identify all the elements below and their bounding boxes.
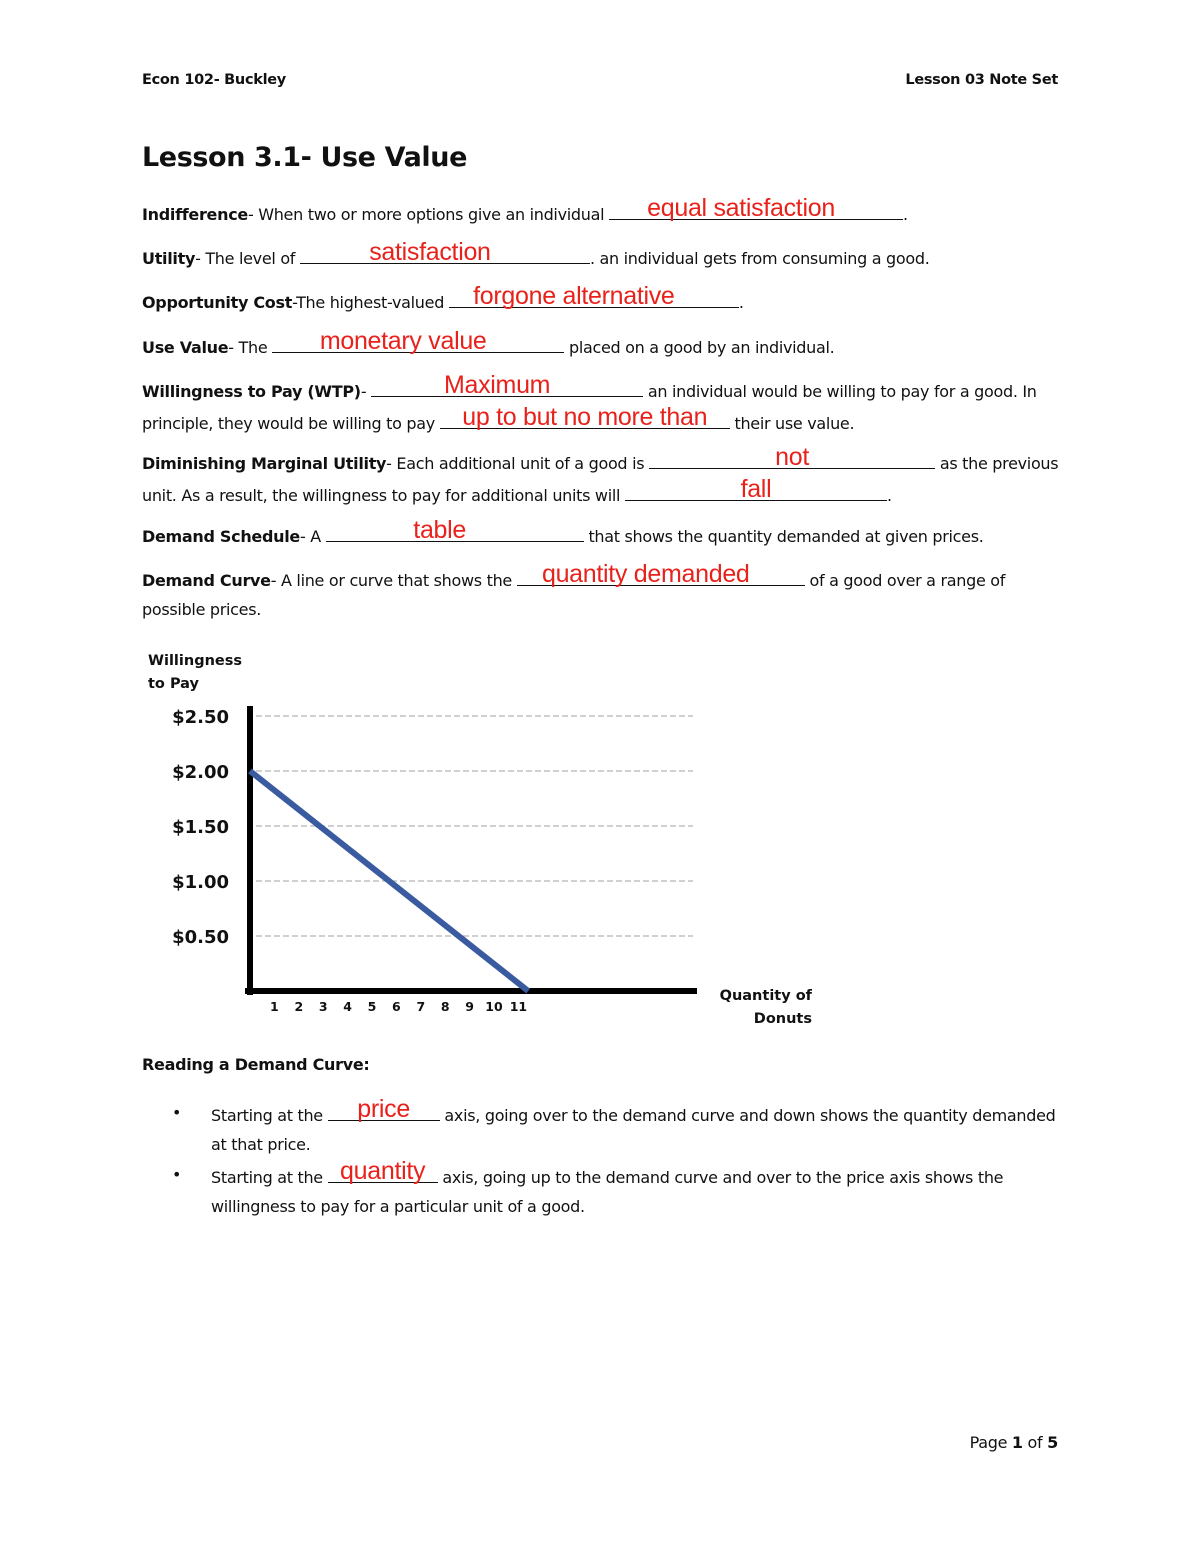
- x-tick-label: 4: [343, 999, 352, 1014]
- reading-bullet-list: [142, 1095, 1062, 1222]
- definition-use-value: [142, 327, 1062, 362]
- x-axis-label-line2: Donuts: [753, 1011, 812, 1027]
- answer-text: up to but no more than: [462, 403, 708, 431]
- answer-blank: [440, 403, 730, 431]
- term: Demand Curve: [142, 571, 271, 590]
- definition-text: - When two or more options give an individual: [247, 205, 610, 224]
- page-total: 5: [1047, 1433, 1058, 1452]
- definition-text: their use value.: [729, 414, 855, 433]
- definition-text: - The: [228, 338, 273, 357]
- definition-text: of a good over a range of possible prices.: [142, 571, 1006, 619]
- page-of: of: [1022, 1433, 1048, 1452]
- x-tick-label: 1: [270, 999, 279, 1014]
- answer-blank: [300, 238, 590, 266]
- definition-text: that shows the quantity demanded at given prices.: [583, 527, 984, 546]
- y-axis-label-line2: to Pay: [148, 676, 199, 692]
- definition-willingness-to-pay: [142, 371, 1062, 438]
- answer-blank: [328, 1157, 438, 1185]
- definition-text: . an individual gets from consuming a good.: [589, 249, 930, 268]
- definition-text: .: [886, 486, 892, 505]
- y-tick-label: $2.00: [172, 762, 229, 783]
- definition-text: placed on a good by an individual.: [564, 338, 835, 357]
- bullet-text: Starting at the: [211, 1106, 328, 1125]
- answer-blank: [609, 194, 903, 222]
- answer-blank: [649, 443, 935, 471]
- answer-blank: [625, 475, 887, 503]
- term: Utility: [142, 249, 196, 268]
- definition-diminishing-marginal-utility: [142, 443, 1062, 510]
- definition-text: .: [903, 205, 908, 224]
- answer-text: table: [413, 516, 467, 544]
- term: Demand Schedule: [142, 527, 300, 546]
- page-title: Lesson 3.1- Use Value: [142, 142, 468, 173]
- definition-text: - A: [299, 527, 326, 546]
- definition-text: as the previous unit. As a result, the willingness to pay for additional units will: [142, 454, 1059, 505]
- x-tick-label: 2: [294, 999, 304, 1014]
- bullet-text: Starting at the: [211, 1168, 328, 1187]
- answer-text: satisfaction: [369, 238, 491, 266]
- answer-text: fall: [740, 475, 772, 503]
- definition-text: - The level of: [195, 249, 300, 268]
- x-axis-label-line1: Quantity of: [719, 988, 812, 1004]
- answer-text: price: [357, 1095, 410, 1123]
- answer-blank: [371, 371, 643, 399]
- x-tick-label: 9: [465, 999, 474, 1014]
- header-note-set: Lesson 03 Note Set: [905, 72, 1058, 88]
- bullet-text: axis, going up to the demand curve and over to the price axis shows the willingness to pay for a particular unit of a good.: [211, 1168, 1004, 1216]
- answer-blank: [326, 516, 584, 544]
- definition-text: - A line or curve that shows the: [270, 571, 517, 590]
- answer-text: quantity demanded: [541, 560, 750, 588]
- bullet-icon: •: [172, 1165, 182, 1184]
- definition-text: .: [738, 293, 744, 312]
- bullet-icon: •: [172, 1103, 182, 1122]
- answer-text: not: [775, 443, 809, 471]
- x-tick-label: 6: [392, 999, 401, 1014]
- definition-demand-curve: [142, 560, 1062, 624]
- answer-blank: [449, 282, 739, 310]
- definition-indifference: [142, 194, 1062, 229]
- y-tick-label: $0.50: [172, 927, 229, 948]
- x-tick-label: 5: [367, 999, 377, 1014]
- page-prefix: Page: [969, 1433, 1012, 1452]
- term: Willingness to Pay (WTP): [142, 382, 361, 401]
- answer-blank: [272, 327, 564, 355]
- x-tick-label: 3: [318, 999, 328, 1014]
- list-item: [142, 1095, 1062, 1159]
- definition-utility: [142, 238, 1062, 273]
- answer-text: equal satisfaction: [647, 194, 835, 222]
- answer-text: forgone alternative: [473, 282, 675, 310]
- x-tick-label: 7: [416, 999, 426, 1014]
- page-number: [970, 1433, 1058, 1452]
- demand-curve-chart: [0, 640, 1200, 1040]
- x-tick-label: 10: [485, 999, 503, 1014]
- header-course: Econ 102- Buckley: [142, 72, 286, 88]
- bullet-text: axis, going over to the demand curve and down shows the quantity demanded at that price.: [211, 1106, 1056, 1154]
- term: Use Value: [142, 338, 229, 357]
- y-tick-label: $2.50: [172, 707, 229, 728]
- answer-blank: [328, 1095, 440, 1123]
- y-tick-label: $1.00: [172, 872, 229, 893]
- y-axis-label-line1: Willingness: [148, 653, 242, 669]
- page-current: 1: [1011, 1433, 1023, 1452]
- y-tick-label: $1.50: [172, 817, 229, 838]
- definition-text: -: [360, 382, 372, 401]
- definition-text: -The highest-valued: [292, 293, 449, 312]
- term: Diminishing Marginal Utility: [142, 454, 387, 473]
- term: Opportunity Cost: [142, 293, 293, 312]
- x-tick-label: 11: [509, 999, 528, 1014]
- answer-text: Maximum: [443, 371, 551, 399]
- answer-blank: [517, 560, 805, 588]
- definition-opportunity-cost: [142, 282, 1062, 317]
- definition-demand-schedule: [142, 516, 1062, 551]
- answer-text: quantity: [340, 1157, 426, 1185]
- answer-text: monetary value: [319, 327, 487, 355]
- x-tick-label: 8: [440, 999, 450, 1014]
- list-item: [142, 1157, 1062, 1221]
- term: Indifference: [142, 205, 248, 224]
- reading-demand-curve-heading: Reading a Demand Curve:: [142, 1055, 370, 1074]
- definition-text: - Each additional unit of a good is: [386, 454, 650, 473]
- definition-text: an individual would be willing to pay for a good. In principle, they would be willing to pay: [142, 382, 1037, 433]
